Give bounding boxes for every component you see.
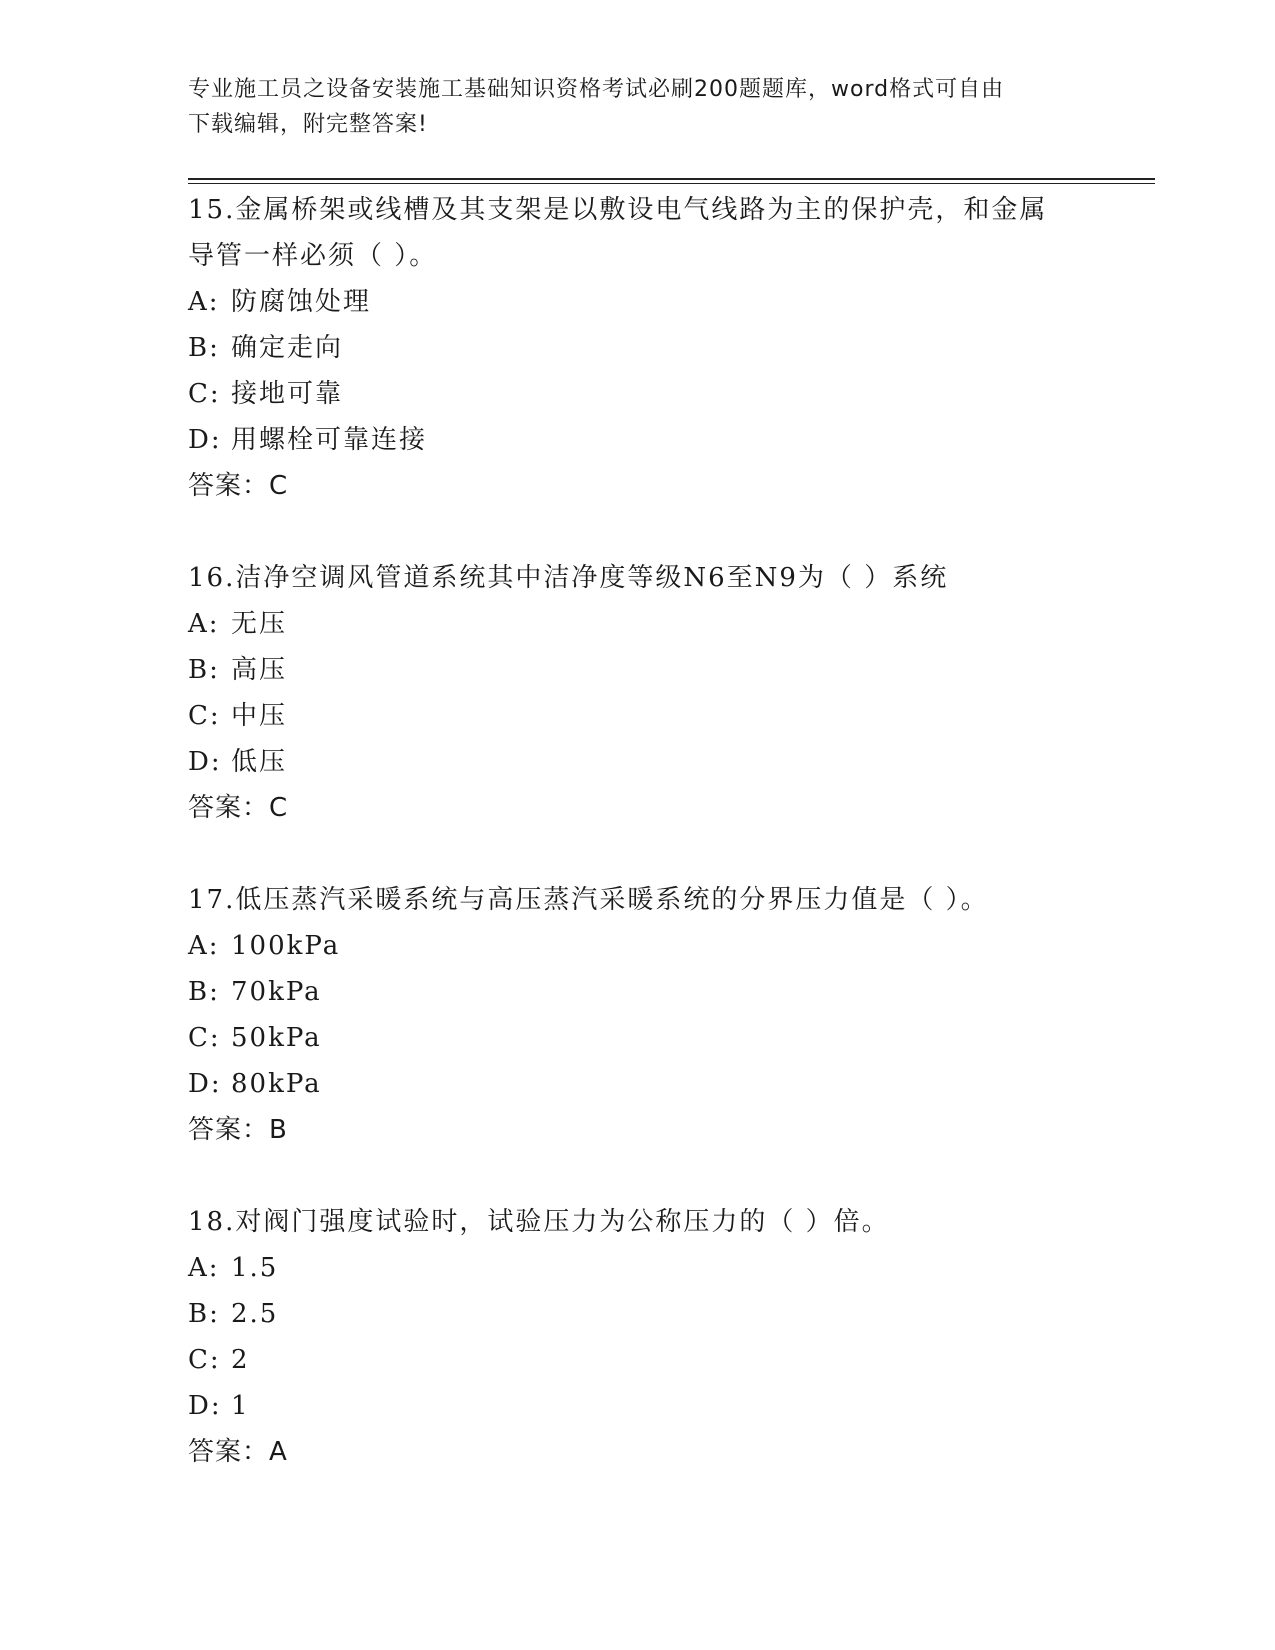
option-d (188, 1383, 1108, 1429)
option-text: 无压 (231, 609, 288, 639)
option-letter: B: (188, 655, 220, 685)
option-text: 接地可靠 (231, 379, 344, 409)
option-letter: D: (188, 1391, 222, 1421)
option-letter: B: (188, 333, 220, 363)
option-b (188, 325, 1108, 371)
question-stem-line-1: 15.金属桥架或线槽及其支架是以敷设电气线路为主的保护壳，和金属 (188, 195, 1048, 225)
option-c (188, 371, 1108, 417)
option-letter: A: (188, 287, 220, 317)
option-text: 70kPa (231, 977, 322, 1007)
option-text: 2.5 (231, 1299, 279, 1329)
option-text: 防腐蚀处理 (231, 287, 372, 317)
option-a (188, 601, 1108, 647)
option-text: 2 (231, 1345, 250, 1375)
option-d (188, 739, 1108, 785)
document-header (188, 72, 1088, 142)
option-d (188, 417, 1108, 463)
option-c (188, 693, 1108, 739)
option-letter: B: (188, 1299, 220, 1329)
option-letter: D: (188, 1069, 222, 1099)
option-text: 80kPa (231, 1069, 322, 1099)
header-divider (188, 178, 1155, 184)
option-letter: C: (188, 1023, 221, 1053)
question-stem-line-1: 18.对阀门强度试验时，试验压力为公称压力的（ ）倍。 (188, 1207, 890, 1237)
option-b (188, 647, 1108, 693)
option-a (188, 923, 1108, 969)
answer-line: 答案：C (188, 793, 289, 823)
option-b (188, 1291, 1108, 1337)
option-letter: C: (188, 1345, 221, 1375)
option-letter: C: (188, 701, 221, 731)
answer-line: 答案：A (188, 1437, 288, 1467)
option-letter: D: (188, 425, 222, 455)
option-text: 1.5 (231, 1253, 279, 1283)
question-16 (188, 555, 1108, 831)
option-letter: A: (188, 1253, 220, 1283)
option-c (188, 1015, 1108, 1061)
question-15 (188, 187, 1108, 509)
header-title-line-1: 专业施工员之设备安装施工基础知识资格考试必刷200题题库，word格式可自由 (188, 77, 1005, 102)
option-a (188, 1245, 1108, 1291)
header-title-line-2: 下载编辑，附完整答案! (188, 112, 428, 137)
option-text: 确定走向 (231, 333, 344, 363)
question-stem-line-1: 17.低压蒸汽采暖系统与高压蒸汽采暖系统的分界压力值是（ ）。 (188, 885, 989, 915)
option-c (188, 1337, 1108, 1383)
option-letter: C: (188, 379, 221, 409)
option-text: 中压 (231, 701, 288, 731)
question-17 (188, 877, 1108, 1153)
question-list (188, 187, 1108, 1521)
option-text: 100kPa (231, 931, 341, 961)
question-18 (188, 1199, 1108, 1475)
option-letter: A: (188, 609, 220, 639)
question-stem-line-1: 16.洁净空调风管道系统其中洁净度等级N6至N9为（ ）系统 (188, 563, 949, 593)
option-text: 1 (231, 1391, 250, 1421)
option-b (188, 969, 1108, 1015)
option-text: 低压 (231, 747, 288, 777)
question-stem-line-2: 导管一样必须（ ）。 (188, 241, 438, 271)
option-text: 50kPa (231, 1023, 322, 1053)
answer-line: 答案：C (188, 471, 289, 501)
option-d (188, 1061, 1108, 1107)
option-text: 用螺栓可靠连接 (231, 425, 428, 455)
answer-line: 答案：B (188, 1115, 288, 1145)
option-letter: A: (188, 931, 220, 961)
option-letter: B: (188, 977, 220, 1007)
option-text: 高压 (231, 655, 288, 685)
option-letter: D: (188, 747, 222, 777)
option-a (188, 279, 1108, 325)
